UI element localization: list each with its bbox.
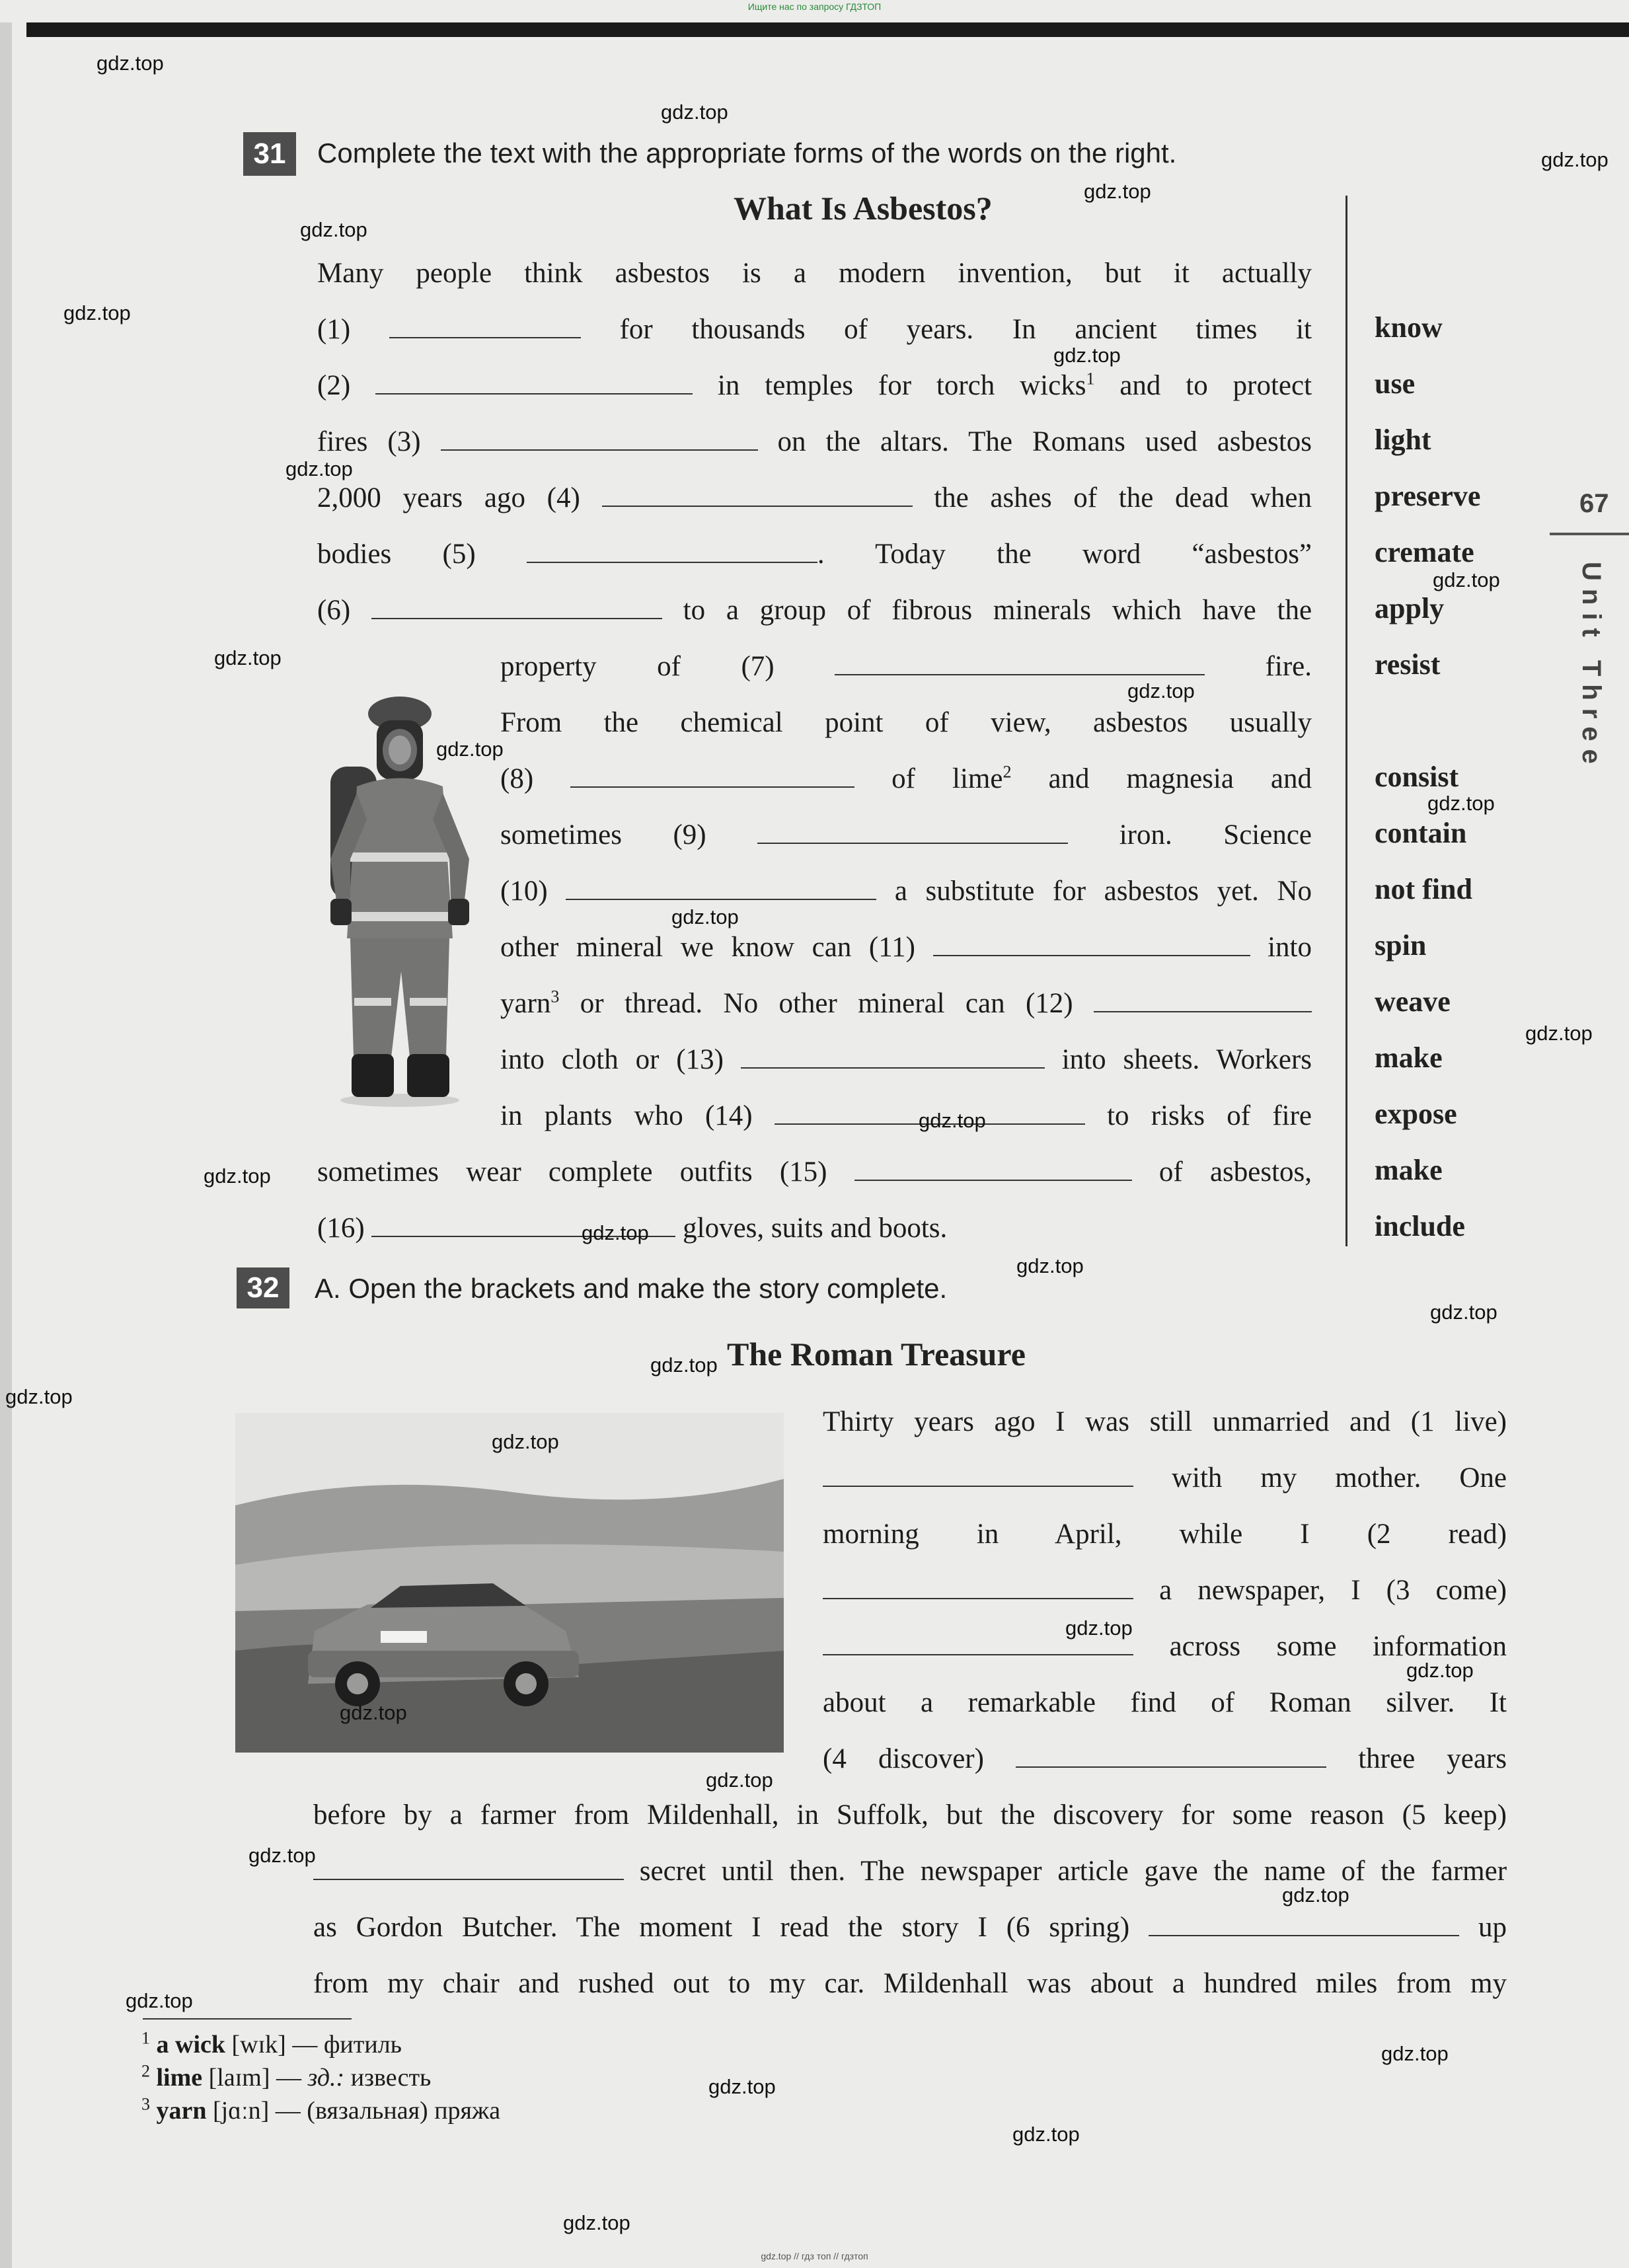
watermark: gdz.top bbox=[1016, 1254, 1084, 1277]
ex32-line-4: a newspaper, I (3 come) bbox=[823, 1571, 1507, 1610]
word-11: spin bbox=[1375, 929, 1427, 962]
answer-blank-32-2[interactable] bbox=[823, 1571, 1133, 1599]
answer-blank-1[interactable] bbox=[389, 311, 581, 338]
watermark: gdz.top bbox=[63, 301, 131, 324]
watermark: gdz.top bbox=[1012, 2123, 1080, 2146]
ex31-line-3: (2) in temples for torch wicks$^1$ and to protect bbox=[317, 366, 1312, 406]
answer-blank-3[interactable] bbox=[441, 423, 758, 451]
answer-blank-9[interactable] bbox=[757, 816, 1068, 844]
ex32-line-7: (4 discover) three years bbox=[823, 1739, 1507, 1779]
footnote-2: $^2$ lime [laɪm] — зд.: известь bbox=[141, 2061, 432, 2092]
unit-label: Unit Three bbox=[1577, 562, 1606, 772]
answer-blank-11[interactable] bbox=[933, 928, 1250, 956]
watermark: gdz.top bbox=[1427, 792, 1495, 815]
page-number-rule bbox=[1550, 533, 1629, 535]
page-edge bbox=[0, 22, 12, 2268]
watermark: gdz.top bbox=[650, 1353, 718, 1377]
watermark: gdz.top bbox=[1430, 1301, 1497, 1324]
answer-blank-15[interactable] bbox=[854, 1153, 1132, 1181]
ex31-line-13: other mineral we know can (11) into bbox=[500, 928, 1312, 967]
word-1: know bbox=[1375, 311, 1443, 344]
word-6: apply bbox=[1375, 592, 1445, 624]
exercise-31-instruction: Complete the text with the appropriate forms of the words on the right. bbox=[317, 137, 1177, 169]
exercise-32-number: 32 bbox=[237, 1267, 289, 1308]
exercise-32-title: The Roman Treasure bbox=[727, 1336, 1026, 1373]
answer-blank-4[interactable] bbox=[602, 479, 913, 507]
answer-blank-2[interactable] bbox=[375, 367, 693, 395]
answer-blank-32-1[interactable] bbox=[823, 1459, 1133, 1487]
ex31-line-14: yarn$^3$ or thread. No other mineral can (12) bbox=[500, 984, 1312, 1024]
word-9: contain bbox=[1375, 817, 1467, 849]
answer-blank-5[interactable] bbox=[527, 535, 817, 563]
watermark: gdz.top bbox=[1065, 1616, 1133, 1640]
answer-blank-13[interactable] bbox=[741, 1041, 1045, 1069]
exercise-32-instruction: A. Open the brackets and make the story complete. bbox=[315, 1273, 948, 1304]
watermark: gdz.top bbox=[340, 1701, 407, 1724]
answer-blank-8[interactable] bbox=[570, 760, 854, 788]
watermark: gdz.top bbox=[1525, 1022, 1593, 1045]
answer-blank-7[interactable] bbox=[835, 648, 1205, 675]
watermark: gdz.top bbox=[1406, 1659, 1474, 1682]
bottom-note: gdz.top // гдз топ // гдзтоп bbox=[761, 2251, 868, 2261]
word-2: use bbox=[1375, 367, 1416, 400]
word-8: consist bbox=[1375, 761, 1459, 793]
watermark: gdz.top bbox=[1282, 1883, 1349, 1907]
watermark: gdz.top bbox=[1381, 2042, 1449, 2065]
ex32-line-6: about a remarkable find of Roman silver. It bbox=[823, 1687, 1507, 1718]
word-12: weave bbox=[1375, 985, 1451, 1018]
exercise-31-number: 31 bbox=[243, 132, 296, 176]
ex32-line-5: across some information bbox=[823, 1627, 1507, 1667]
ex31-line-7: (6) to a group of fibrous minerals which have the bbox=[317, 591, 1312, 630]
top-note: Ищите нас по запросу ГДЗТОП bbox=[747, 1, 882, 12]
watermark: gdz.top bbox=[1053, 344, 1121, 367]
word-7: resist bbox=[1375, 648, 1441, 681]
watermark: gdz.top bbox=[126, 1989, 193, 2012]
ex31-line-2: (1) for thousands of years. In ancient times it bbox=[317, 310, 1312, 350]
ex31-line-17: sometimes wear complete outfits (15) of asbestos, bbox=[317, 1153, 1312, 1192]
ex32-line-3: morning in April, while I (2 read) bbox=[823, 1519, 1507, 1550]
watermark: gdz.top bbox=[1541, 148, 1609, 171]
watermark: gdz.top bbox=[1084, 180, 1151, 203]
ex31-line-9: From the chemical point of view, asbestos usually bbox=[500, 707, 1312, 738]
word-10: not find bbox=[1375, 873, 1472, 905]
watermark: gdz.top bbox=[300, 218, 367, 241]
word-15: make bbox=[1375, 1154, 1443, 1186]
ex32-line-11: from my chair and rushed out to my car. Mildenhall was about a hundred miles from my bbox=[313, 1968, 1507, 1999]
watermark: gdz.top bbox=[1433, 568, 1500, 591]
ex31-line-8: property of (7) fire. bbox=[500, 647, 1312, 687]
watermark: gdz.top bbox=[1127, 679, 1195, 702]
watermark: gdz.top bbox=[706, 1768, 773, 1792]
footnote-1: $^1$ a wick [wɪk] — фитиль bbox=[141, 2028, 402, 2059]
footnote-3: $^3$ yarn [jɑːn] — (вязальная) пряжа bbox=[141, 2094, 501, 2125]
watermark: gdz.top bbox=[582, 1221, 649, 1244]
ex32-line-8: before by a farmer from Mildenhall, in Suffolk, but the discovery for some reason (5 keep) bbox=[313, 1799, 1507, 1831]
answer-blank-12[interactable] bbox=[1094, 985, 1312, 1012]
watermark: gdz.top bbox=[96, 52, 164, 75]
ex32-line-10: as Gordon Butcher. The moment I read the story I (6 spring) up bbox=[313, 1908, 1507, 1947]
ex32-line-2: with my mother. One bbox=[823, 1458, 1507, 1498]
word-4: preserve bbox=[1375, 480, 1481, 512]
word-13: make bbox=[1375, 1041, 1443, 1074]
ex31-line-16: in plants who (14) to risks of fire bbox=[500, 1096, 1312, 1136]
car-photo bbox=[235, 1413, 784, 1753]
watermark: gdz.top bbox=[492, 1430, 559, 1453]
watermark: gdz.top bbox=[919, 1109, 986, 1132]
page-number: 67 bbox=[1579, 489, 1609, 518]
ex32-line-1: Thirty years ago I was still unmarried and (1 live) bbox=[823, 1406, 1507, 1437]
watermark: gdz.top bbox=[248, 1844, 316, 1867]
word-14: expose bbox=[1375, 1098, 1457, 1130]
watermark: gdz.top bbox=[436, 737, 504, 761]
word-3: light bbox=[1375, 424, 1431, 456]
word-16: include bbox=[1375, 1210, 1465, 1242]
ex31-line-10: (8) of lime$^2$ and magnesia and bbox=[500, 759, 1312, 799]
ex31-line-11: sometimes (9) iron. Science bbox=[500, 815, 1312, 855]
exercise-31-title: What Is Asbestos? bbox=[734, 190, 993, 227]
footnote-rule bbox=[143, 2018, 352, 2020]
answer-blank-32-6[interactable] bbox=[1149, 1909, 1459, 1936]
ex31-line-1: Many people think asbestos is a modern invention, but it actually bbox=[317, 258, 1312, 289]
watermark: gdz.top bbox=[708, 2075, 776, 2098]
answer-blank-32-5[interactable] bbox=[313, 1852, 624, 1880]
watermark: gdz.top bbox=[285, 457, 353, 480]
top-border bbox=[26, 22, 1629, 37]
watermark: gdz.top bbox=[671, 905, 739, 928]
word-5: cremate bbox=[1375, 536, 1474, 568]
watermark: gdz.top bbox=[214, 646, 282, 669]
ex31-line-12: (10) a substitute for asbestos yet. No bbox=[500, 872, 1312, 911]
ex31-line-15: into cloth or (13) into sheets. Workers bbox=[500, 1040, 1312, 1080]
ex31-line-5: 2,000 years ago (4) the ashes of the dead when bbox=[317, 478, 1312, 518]
watermark: gdz.top bbox=[5, 1385, 73, 1408]
answer-blank-32-4[interactable] bbox=[1016, 1740, 1326, 1768]
answer-blank-6[interactable] bbox=[371, 591, 662, 619]
ex31-line-18: (16) gloves, suits and boots. bbox=[317, 1209, 947, 1248]
ex31-line-6: bodies (5) . Today the word “asbestos” bbox=[317, 535, 1312, 574]
ex31-line-4: fires (3) on the altars. The Romans used asbestos bbox=[317, 422, 1312, 462]
watermark: gdz.top bbox=[661, 100, 728, 124]
column-divider bbox=[1345, 196, 1347, 1246]
watermark: gdz.top bbox=[204, 1164, 271, 1188]
ex32-line-9: secret until then. The newspaper article gave the name of the farmer bbox=[313, 1852, 1507, 1891]
answer-blank-10[interactable] bbox=[566, 872, 876, 900]
watermark: gdz.top bbox=[563, 2211, 630, 2234]
